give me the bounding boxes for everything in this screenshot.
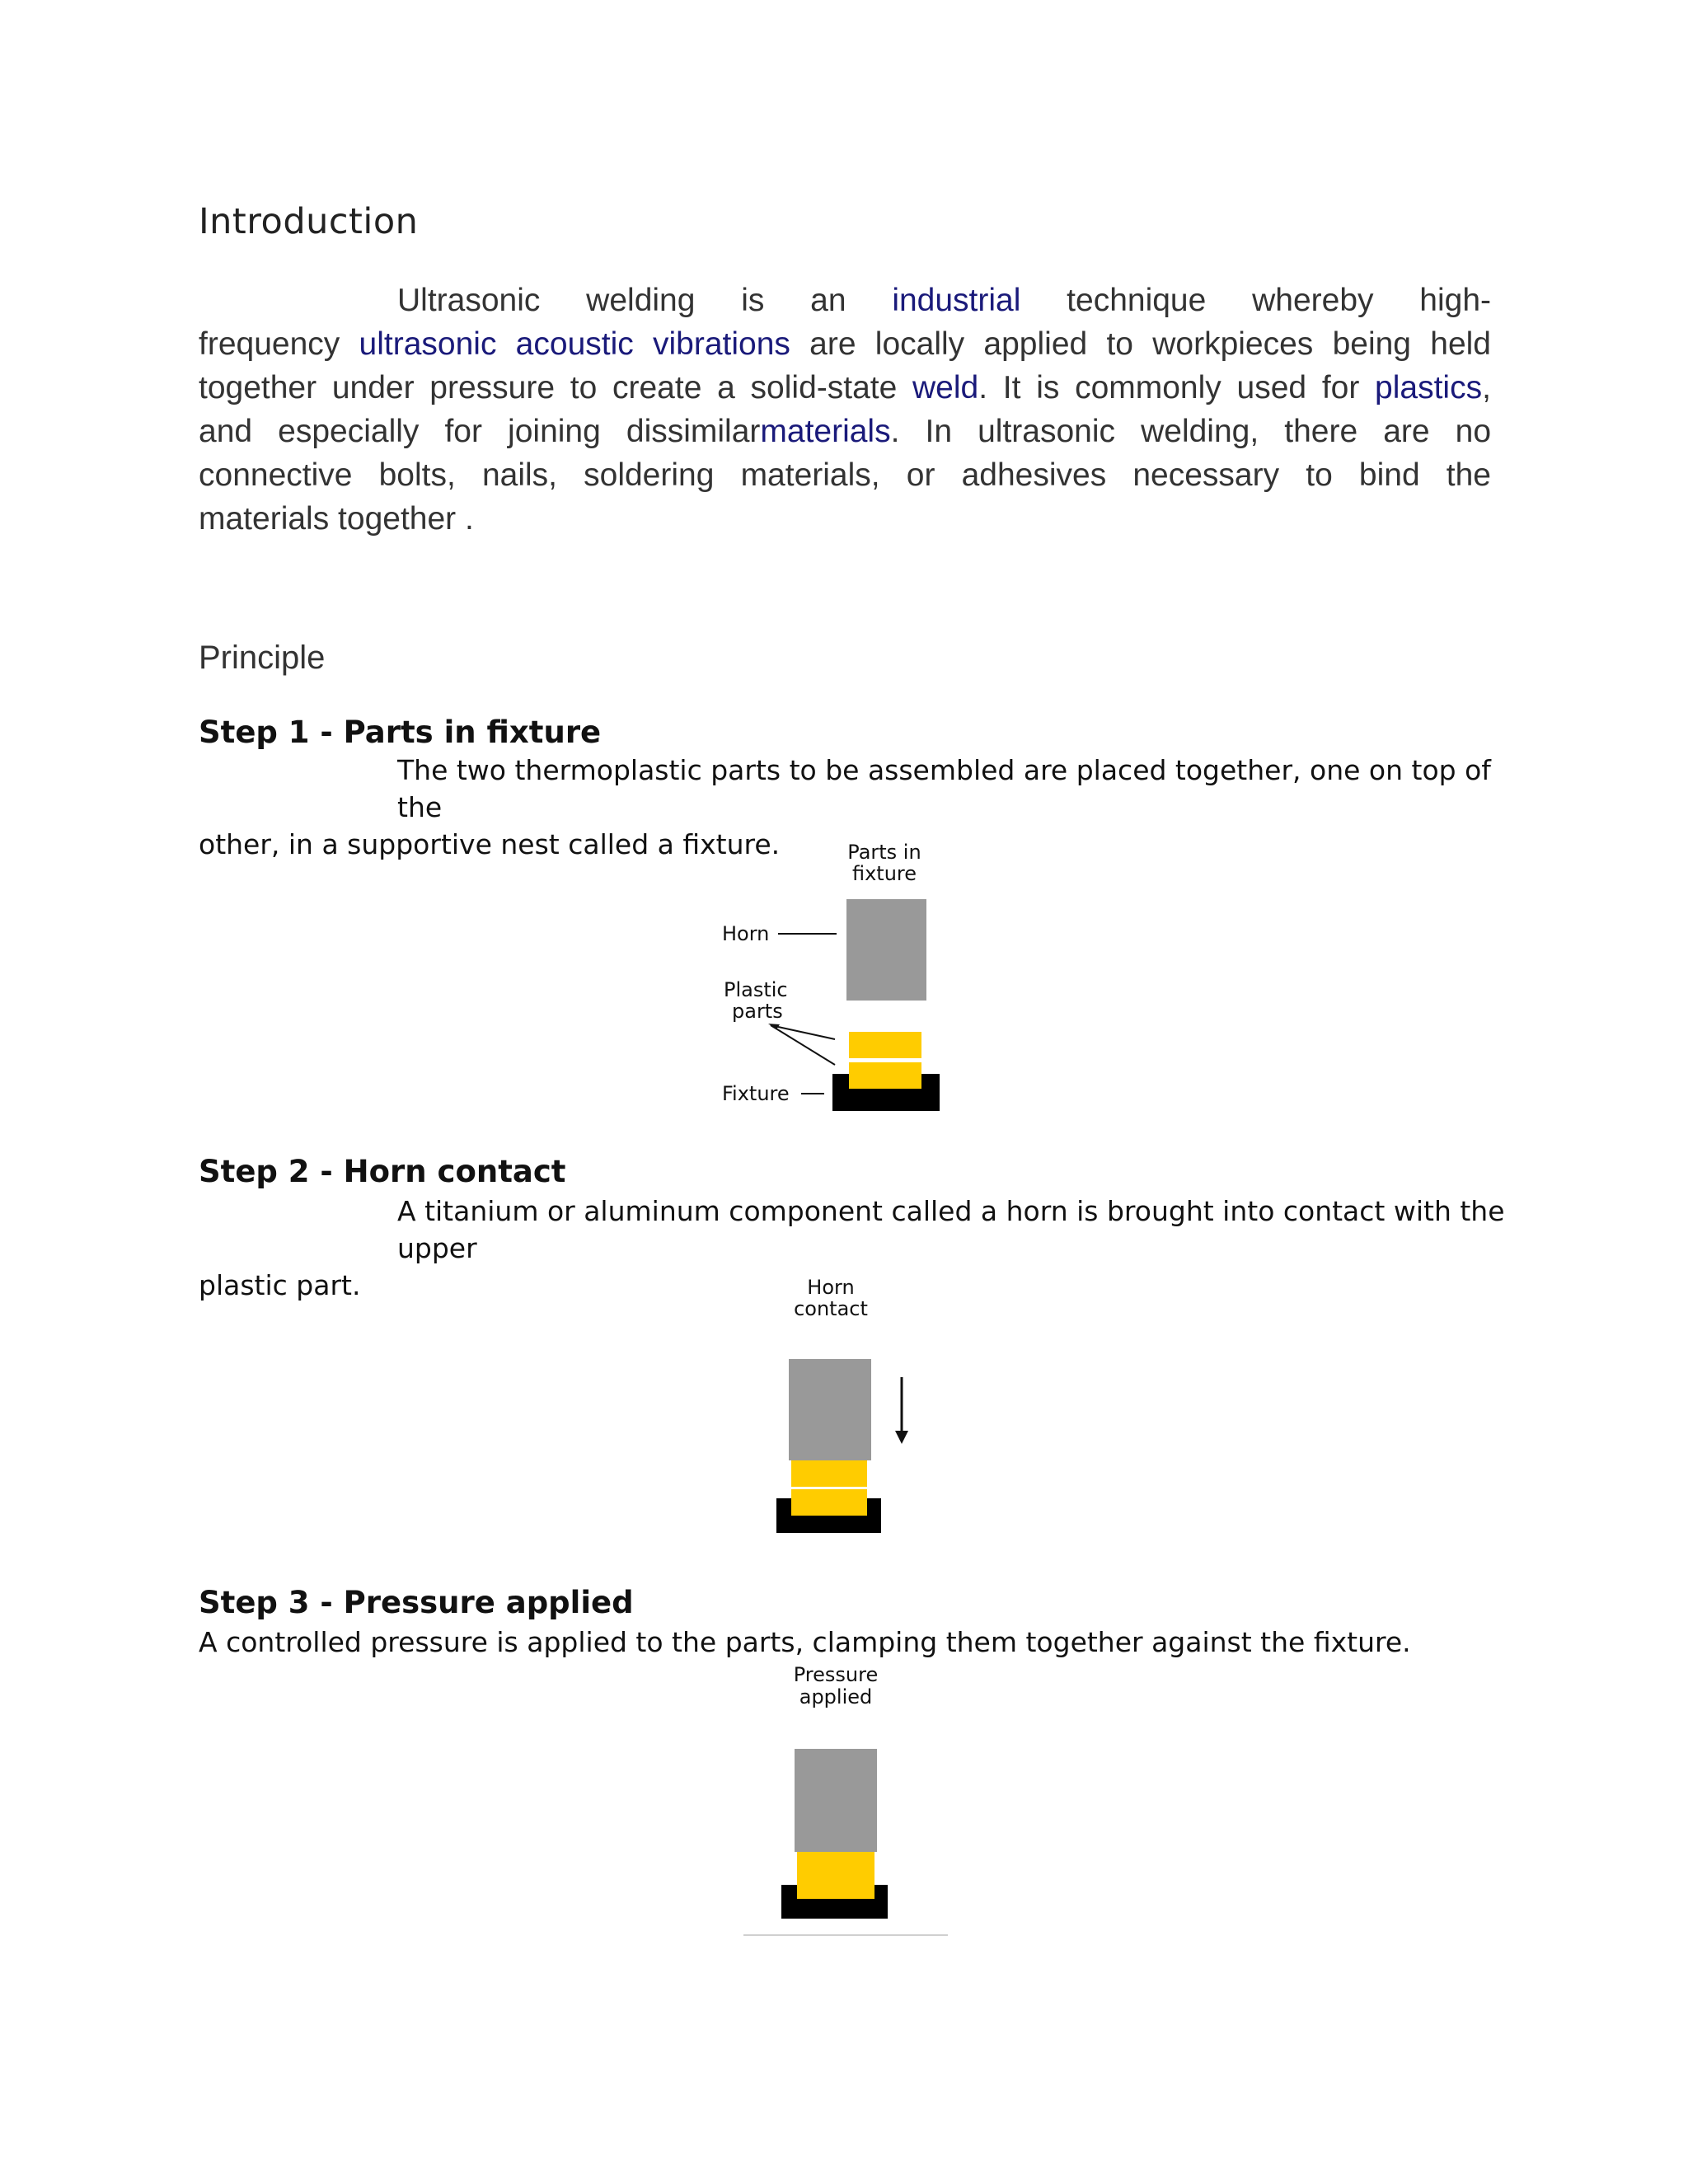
intro-word: to [1106, 326, 1133, 362]
intro-word: and [199, 414, 253, 449]
parts-in-fixture-diagram [701, 837, 948, 1117]
intro-word: . [890, 414, 900, 449]
diagram-1-plastic-label-line-1: Plastic [724, 978, 788, 1001]
intro-word: used [1236, 370, 1307, 405]
introduction-line [199, 322, 1491, 366]
upper-plastic-part [791, 1460, 867, 1487]
horn-block [846, 899, 926, 1001]
intro-word: pressure [429, 370, 556, 405]
wiki-link[interactable]: weld [912, 370, 979, 405]
introduction-line [199, 366, 1491, 410]
intro-word: or [906, 457, 935, 493]
step-3-text [199, 1624, 1559, 1661]
intro-word: commonly [1075, 370, 1221, 405]
introduction-paragraph [199, 279, 1491, 541]
step-1-title: Step 1 - Parts in fixture [199, 715, 602, 750]
intro-word: for [444, 414, 482, 449]
intro-word: held [1430, 326, 1491, 362]
upper-plastic-part [849, 1032, 921, 1058]
principle-heading: Principle [199, 640, 326, 676]
step-3-title: Step 3 - Pressure applied [199, 1585, 634, 1620]
intro-word: bolts, [378, 457, 456, 493]
lower-plastic-part [791, 1489, 867, 1516]
lower-plastic-part [849, 1062, 921, 1089]
intro-word: , [1482, 370, 1491, 405]
intro-word: necessary [1132, 457, 1280, 493]
diagram-1-caption-line-1: Parts in [847, 841, 921, 864]
intro-word: a [717, 370, 735, 405]
plastic-leader-line-upper [771, 1025, 835, 1039]
introduction-line [199, 497, 1491, 541]
intro-word: welding, [1141, 414, 1259, 449]
step-1-line-2: other, in a supportive nest called a fixture. [199, 828, 781, 860]
intro-word: joining [508, 414, 601, 449]
intro-word: . [978, 370, 988, 405]
intro-word: ultrasonic [978, 414, 1116, 449]
intro-word: for [1321, 370, 1360, 405]
intro-word: the [1446, 457, 1491, 493]
intro-word: there [1284, 414, 1358, 449]
horn-block [789, 1359, 871, 1460]
step-2-line-1: A titanium or aluminum component called a horn is brought into contact with the upper [397, 1195, 1505, 1264]
intro-word: adhesives [961, 457, 1107, 493]
intro-word: Ultrasonic [397, 283, 541, 318]
intro-word: dissimilar [626, 414, 761, 449]
diagram-3-caption-line-1: Pressure [793, 1663, 879, 1686]
intro-word: locally [874, 326, 965, 362]
introduction-line [199, 410, 1491, 453]
intro-word: to [570, 370, 598, 405]
step-2-line-2: plastic part. [199, 1269, 361, 1301]
intro-word: materials, [740, 457, 880, 493]
diagram-3-caption-line-2: applied [799, 1685, 873, 1708]
intro-word: applied [983, 326, 1088, 362]
intro-word: an [810, 283, 846, 318]
introduction-line [199, 279, 1491, 322]
intro-word: are [1383, 414, 1430, 449]
compressed-plastic-parts [797, 1852, 874, 1899]
intro-word: under [331, 370, 415, 405]
intro-word: are [809, 326, 856, 362]
intro-word: bind [1358, 457, 1420, 493]
intro-word: is [1036, 370, 1060, 405]
diagram-1-caption-line-2: fixture [851, 862, 917, 885]
downward-arrow-head [895, 1431, 908, 1444]
diagram-1-plastic-label-line-2: parts [732, 1000, 783, 1023]
pressure-applied-diagram [734, 1661, 964, 1941]
intro-word: connective [199, 457, 353, 493]
diagram-2-caption-line-2: contact [794, 1297, 868, 1320]
intro-word: especially [278, 414, 420, 449]
intro-word: to [1306, 457, 1333, 493]
step-2-title: Step 2 - Horn contact [199, 1154, 566, 1189]
step-1-line-1: The two thermoplastic parts to be assembled are placed together, one on top of the [397, 754, 1491, 823]
intro-word: It [1002, 370, 1021, 405]
introduction-heading: Introduction [199, 201, 419, 242]
intro-word: materials together . [199, 501, 474, 537]
intro-word: nails, [481, 457, 557, 493]
intro-word: together [199, 370, 317, 405]
horn-contact-diagram [767, 1269, 931, 1541]
wiki-link[interactable]: materials [760, 414, 891, 449]
intro-word: workpieces [1152, 326, 1314, 362]
wiki-link[interactable]: ultrasonic acoustic vibrations [359, 326, 790, 362]
horn-block [795, 1749, 877, 1852]
intro-word: no [1455, 414, 1492, 449]
diagram-1-fixture-label: Fixture [722, 1082, 790, 1105]
introduction-line [199, 453, 1491, 497]
intro-word: high- [1419, 283, 1492, 318]
intro-word: whereby [1252, 283, 1374, 318]
wiki-link[interactable]: plastics [1375, 370, 1483, 405]
plastic-leader-arrowhead [768, 1024, 780, 1029]
diagram-1-horn-label: Horn [722, 922, 770, 945]
intro-word: being [1332, 326, 1411, 362]
intro-word: frequency [199, 326, 340, 362]
intro-word: In [925, 414, 953, 449]
intro-word: soldering [584, 457, 715, 493]
plastic-leader-line-lower [771, 1025, 835, 1065]
intro-word: welding is [586, 283, 765, 318]
intro-word: create [612, 370, 702, 405]
wiki-link[interactable]: industrial [892, 283, 1021, 318]
diagram-2-caption-line-1: Horn [807, 1276, 855, 1299]
intro-word: technique [1067, 283, 1207, 318]
intro-word: solid-state [750, 370, 898, 405]
step-3-line-1: A controlled pressure is applied to the parts, clamping them together against the fixture. [199, 1626, 1411, 1658]
